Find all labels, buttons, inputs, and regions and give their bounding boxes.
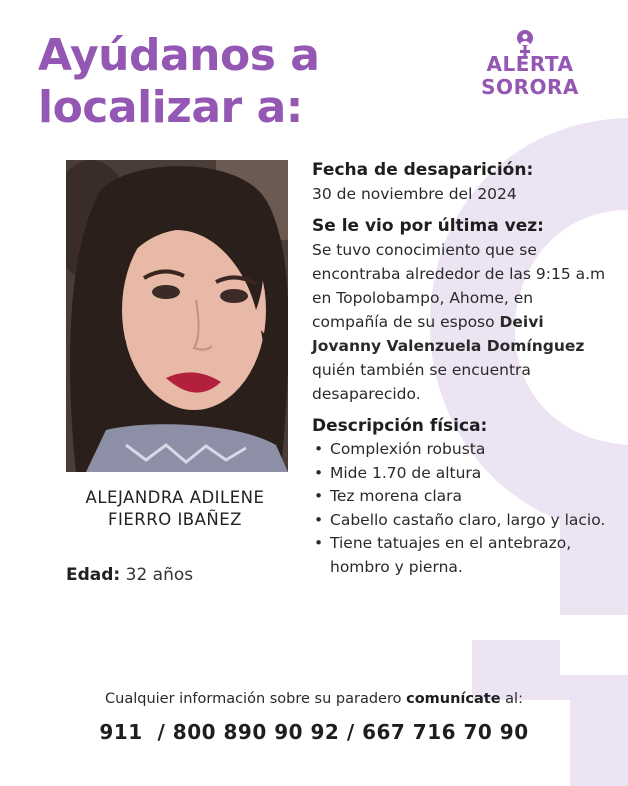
date-label: Fecha de desaparición: — [312, 160, 534, 180]
date-value: 30 de noviembre del 2024 — [312, 185, 517, 203]
person-name-line-1: ALEJANDRA ADILENE — [85, 488, 265, 507]
contact-text-2: al: — [500, 691, 523, 707]
last-seen-text — [312, 238, 612, 406]
headline-line-2: localizar a: — [38, 82, 303, 133]
headline — [38, 30, 319, 134]
age-value: 32 años — [125, 565, 194, 585]
person-age — [66, 565, 193, 585]
list-item: • Complexión robusta — [312, 438, 612, 462]
last-seen-companion: Deivi Jovanny Valenzuela Domínguez — [312, 313, 585, 355]
list-item: • Mide 1.70 de altura — [312, 462, 612, 486]
last-seen-text-1: Se tuvo conocimiento que se encontraba alrededor de las 9:15 a.m en Topolobampo, Ahome, en compañía de su esposo — [312, 241, 606, 331]
description-label: Descripción física: — [312, 416, 488, 436]
description-section — [312, 414, 612, 579]
last-seen-section — [312, 214, 612, 406]
contact-prompt — [0, 691, 628, 707]
last-seen-text-2: quién también se encuentra desaparecido. — [312, 361, 531, 403]
list-item: • Tiene tatuajes en el antebrazo, hombro y pierna. — [312, 532, 612, 579]
person-name-line-2: FIERRO IBAÑEZ — [108, 510, 242, 529]
age-label: Edad: — [66, 565, 121, 585]
description-list — [312, 438, 612, 579]
person-name — [40, 487, 310, 531]
headline-line-1: Ayúdanos a — [38, 30, 320, 81]
info-panel — [312, 158, 612, 587]
list-item: • Tez morena clara — [312, 485, 612, 509]
contact-text-bold: comunícate — [406, 691, 501, 707]
contact-phone-numbers: 911 / 800 890 90 92 / 667 716 70 90 — [99, 720, 529, 744]
last-seen-label: Se le vio por última vez: — [312, 216, 544, 236]
list-item: • Cabello castaño claro, largo y lacio. — [312, 509, 612, 533]
contact-text-1: Cualquier información sobre su paradero — [105, 691, 407, 707]
missing-person-photo — [66, 160, 288, 472]
date-section — [312, 158, 612, 206]
logo-line-1: ALERTA — [486, 52, 574, 76]
alerta-sorora-logo — [470, 28, 590, 102]
logo-line-2: SORORA — [481, 75, 579, 99]
